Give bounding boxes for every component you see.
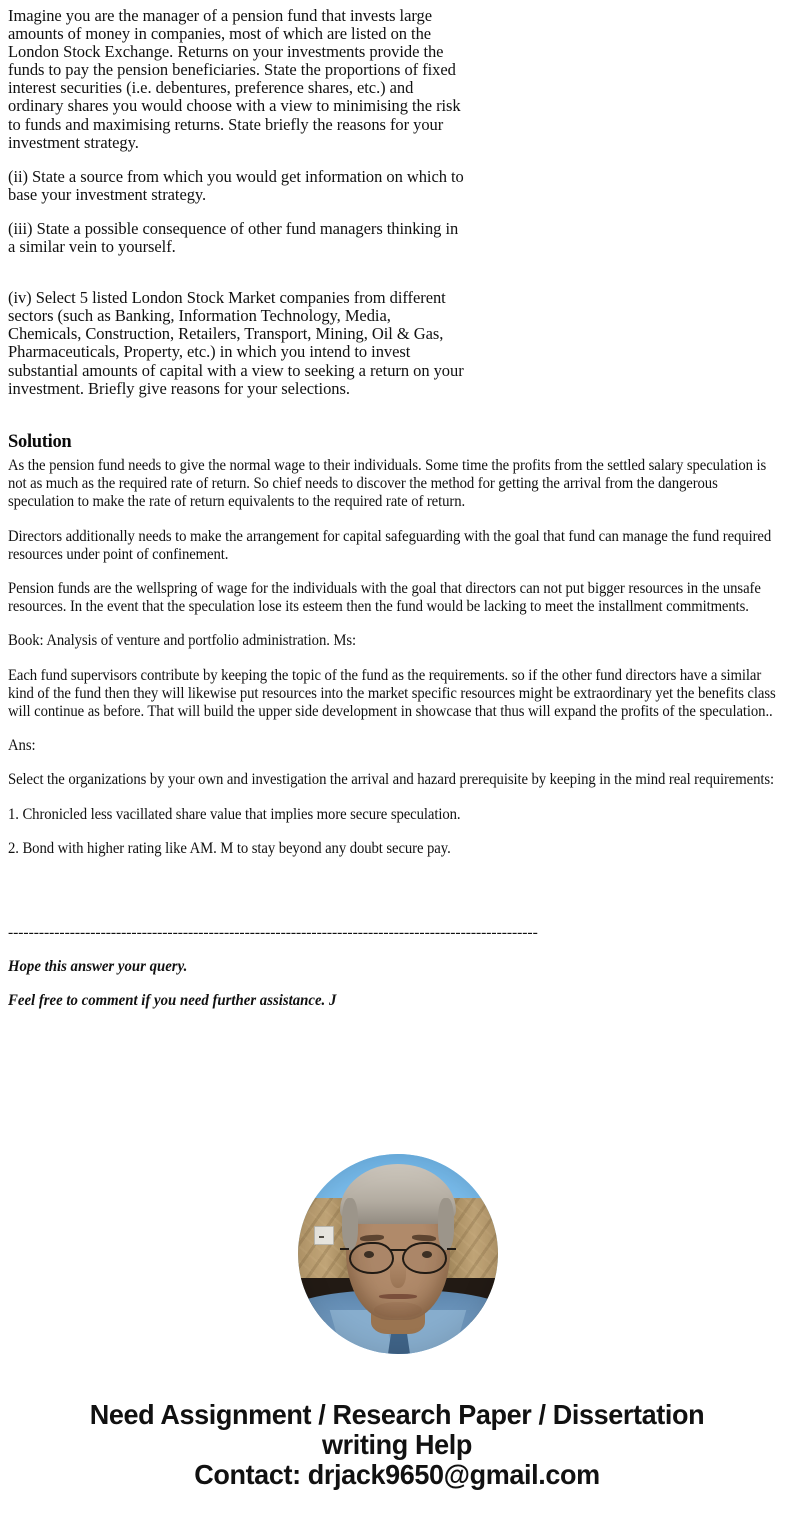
avatar-photo <box>298 1154 498 1354</box>
photo-chin-shadow <box>374 1302 422 1318</box>
dashed-separator: ------------------------------------------------------------------------------------------------------- <box>8 924 538 941</box>
closing-block <box>8 958 708 1010</box>
photo-lens-right <box>402 1242 447 1274</box>
solution-paragraph-2: Directors additionally needs to make the arrangement for capital safeguarding with the goal that fund can manage the fund required resources under point of confinement. <box>8 527 772 563</box>
solution-paragraph-1: As the pension fund needs to give the normal wage to their individuals. Some time the profits from the settled salary speculation is not as much as the required rate of return. So chief needs to discover the method for getting the arrival from the dangerous speculation to make the rate of return equivalents to the required rate of return. <box>8 457 767 511</box>
solution-heading: Solution <box>8 432 72 453</box>
question-block <box>8 7 466 414</box>
photo-glasses-temple-left <box>340 1248 349 1250</box>
solution-paragraph-4: Book: Analysis of venture and portfolio administration. Ms: <box>8 632 357 650</box>
closing-line-2: Feel free to comment if you need further assistance. J <box>8 992 337 1010</box>
closing-line-1: Hope this answer your query. <box>8 958 188 975</box>
photo-lens-left <box>349 1242 394 1274</box>
question-paragraph-4: (iv) Select 5 listed London Stock Market companies from different sectors (such as Banking, Information Technology, Media, Chemicals, Construction, Retailers, Transport, Mining, Oil & Gas, Pharmaceuticals, Property, etc.) in which you intend to invest substantial amounts of capital with a view to seeking a return on your investment. Briefly give reasons for your selections. <box>8 288 464 398</box>
solution-paragraph-3: Pension funds are the wellspring of wage for the individuals with the goal that directors can not put bigger resources in the unsafe resources. In the event that the speculation lose its esteem then the fund would be lacking to meet the installment commitments. <box>8 580 761 616</box>
promo-line-2: writing Help <box>322 1429 472 1460</box>
promo-block <box>0 1400 794 1490</box>
photo-light-switch <box>314 1226 334 1245</box>
photo-nose <box>390 1260 406 1288</box>
photo-glasses-temple-right <box>447 1248 456 1250</box>
solution-body <box>8 457 786 858</box>
photo-glasses-bridge <box>390 1249 406 1251</box>
solution-paragraph-7: Select the organizations by your own and investigation the arrival and hazard prerequisite by keeping in the mind real requirements: <box>8 771 774 789</box>
avatar <box>298 1154 498 1354</box>
question-paragraph-3: (iii) State a possible consequence of other fund managers thinking in a similar vein to yourself. <box>8 218 459 257</box>
question-paragraph-1: Imagine you are the manager of a pension fund that invests large amounts of money in companies, most of which are listed on the London Stock Exchange. Returns on your investments provide the funds to pay the pension beneficiaries. State the proportions of fixed interest securities (i.e. debentures, preference shares, etc.) and ordinary shares you would choose with a view to minimising the risk to funds and maximising returns. State briefly the reasons for your investment strategy. <box>8 6 461 152</box>
promo-contact-line: Contact: drjack9650@gmail.com <box>194 1459 600 1490</box>
solution-paragraph-6: Ans: <box>8 737 36 755</box>
promo-line-1: Need Assignment / Research Paper / Dissertation <box>89 1399 705 1430</box>
solution-paragraph-9: 2. Bond with higher rating like AM. M to stay beyond any doubt secure pay. <box>8 839 451 857</box>
solution-paragraph-5: Each fund supervisors contribute by keeping the topic of the fund as the requirements. so if the other fund directors have a similar kind of the fund then they will likewise put resources into the market specific resources might be extraordinary yet the benefits class will continue as before. That will build the upper side development in showcase that thus will expand the profits of the speculation.. <box>8 666 776 721</box>
photo-mouth <box>379 1294 417 1299</box>
question-paragraph-2: (ii) State a source from which you would get information on which to base your investment strategy. <box>8 166 464 204</box>
solution-paragraph-8: 1. Chronicled less vacillated share value that implies more secure speculation. <box>8 805 461 823</box>
